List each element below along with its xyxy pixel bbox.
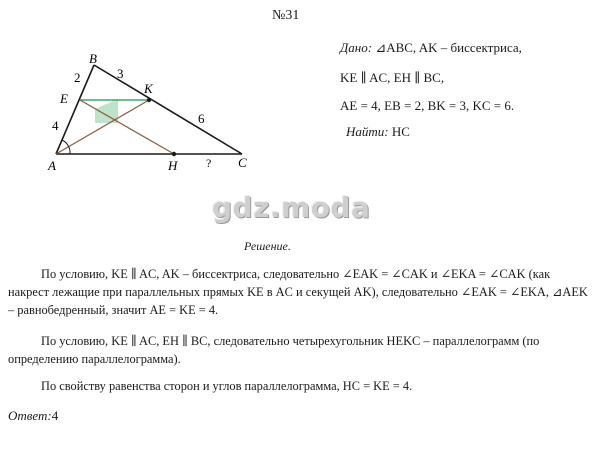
given-label: Дано: [340,40,373,55]
solution-paragraph-1: По условию, KE ∥ AC, AK – биссектриса, следовательно ∠EAK = ∠CAK и ∠EKA = ∠CAK (как накрест лежащие при параллельных прямых KE в AC и секущей AK), следовательно ∠EAK = ∠EKA, ⊿AEK – равнобедренный, значит AE = KE = 4. [8,267,588,317]
label-b: B [89,51,97,66]
point-h-dot [172,152,176,156]
find-line [346,124,410,140]
answer-label: Ответ: [8,408,52,423]
segment-eh [80,100,174,154]
watermark: gdz.moda [212,191,371,224]
label-c: C [238,155,247,170]
triangle-figure [40,50,260,175]
length-hc: ? [206,156,212,170]
solution-heading: Решение. [244,239,291,253]
find-value: HC [391,124,410,139]
given-text-1: ⊿ABC, AK – биссектриса, [375,40,522,55]
label-k: K [144,81,153,96]
solution-paragraph-3: По свойству равенства сторон и углов параллелограмма, HC = KE = 4. [41,379,413,393]
point-k-dot [147,98,151,102]
given-line-3: AE = 4, EB = 2, BK = 3, KC = 6. [340,98,515,113]
length-ae: 4 [52,118,59,133]
label-e: E [60,91,68,106]
find-label: Найти: [346,124,389,139]
label-a: A [48,158,56,173]
problem-number: №31 [272,8,300,23]
length-kc: 6 [198,111,205,126]
given-line-2: KE ∥ AC, EH ∥ BC, [340,70,445,85]
answer-line [8,408,58,424]
answer-value: 4 [51,408,59,423]
given-line-1 [340,40,522,56]
angle-arc [62,140,70,154]
solution-paragraph-2: По условию, KE ∥ AC, EH ∥ BC, следовательно четырехугольник HEKC – параллелограмм (по определению параллелограмма). [8,334,540,366]
label-h: H [168,158,178,173]
length-bk: 3 [117,66,124,81]
length-eb: 2 [74,70,81,85]
